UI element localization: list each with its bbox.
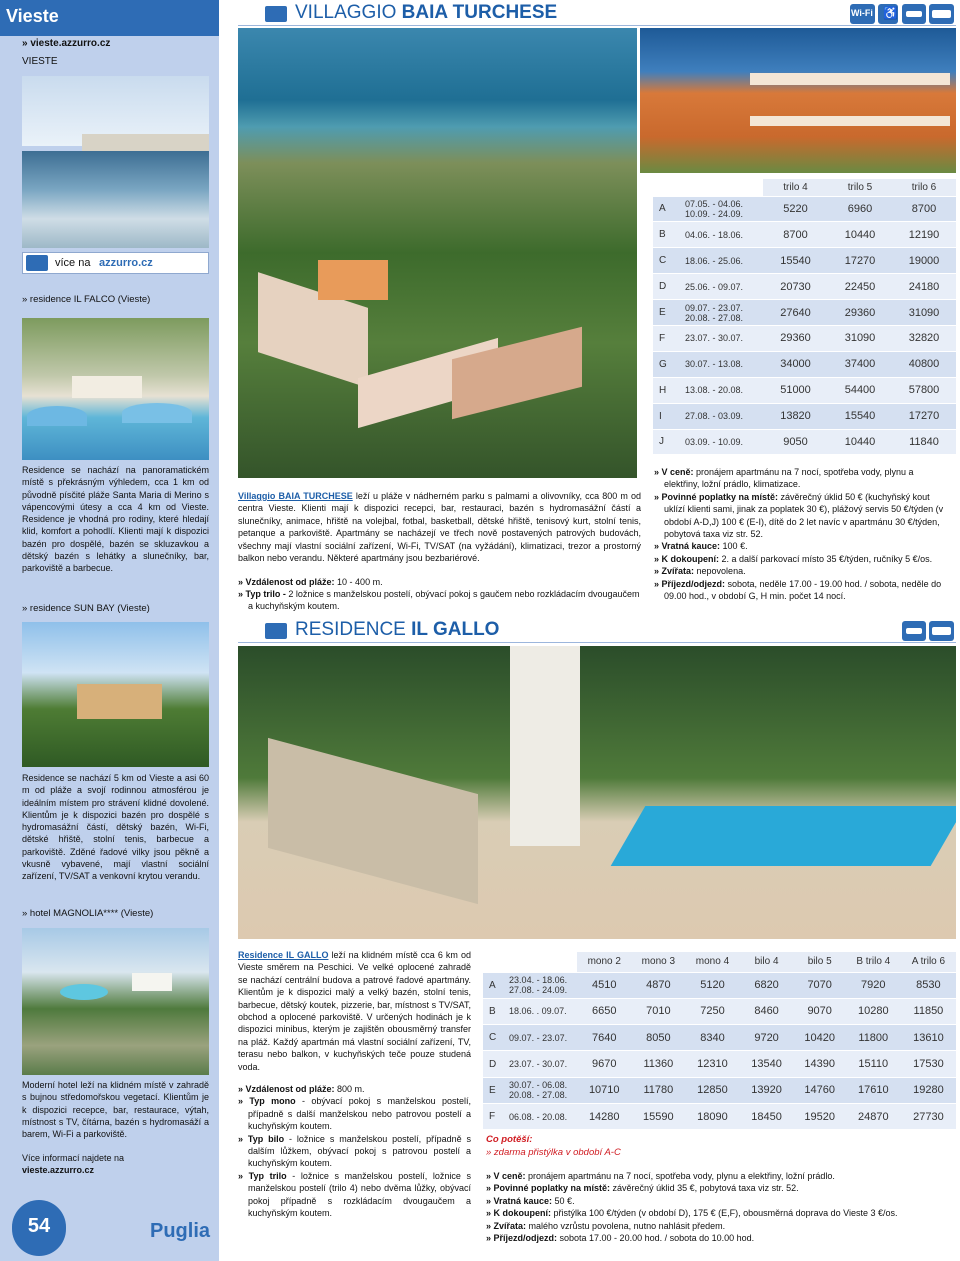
note-text: 2. a další parkovací místo 35 €/týden, ručníky 5 €/os. bbox=[721, 553, 933, 564]
table-cell: 7920 bbox=[846, 972, 901, 998]
baia-price-table bbox=[653, 179, 956, 455]
baia-header bbox=[238, 2, 956, 26]
table-cell: 22450 bbox=[828, 274, 892, 300]
table-header bbox=[653, 179, 685, 196]
table-cell: F bbox=[483, 1103, 509, 1129]
baia-title: VILLAGGIO BAIA TURCHESE bbox=[295, 2, 558, 23]
table-cell: 8700 bbox=[892, 196, 956, 222]
table-cell: 54400 bbox=[828, 377, 892, 403]
table-cell: 27730 bbox=[901, 1103, 956, 1129]
table-header: mono 2 bbox=[577, 952, 631, 972]
baia-aerial-photo bbox=[238, 28, 637, 478]
table-cell: 19280 bbox=[901, 1077, 956, 1103]
table-cell: 4510 bbox=[577, 972, 631, 998]
note-label: » K dokoupení: bbox=[486, 1208, 554, 1219]
table-cell: H bbox=[653, 377, 685, 403]
table-row bbox=[653, 377, 956, 403]
gallo-bonus-title: Co potěší: bbox=[486, 1134, 533, 1145]
more-banner[interactable] bbox=[22, 252, 209, 274]
baia-building-photo bbox=[640, 28, 956, 173]
table-cell: 14280 bbox=[577, 1103, 631, 1129]
table-cell: 19520 bbox=[794, 1103, 846, 1129]
table-cell: 23.04. - 18.06. 27.08. - 24.09. bbox=[509, 972, 577, 998]
note-label: » Typ trilo bbox=[238, 1170, 293, 1181]
table-cell: 18450 bbox=[740, 1103, 794, 1129]
table-row bbox=[483, 1077, 956, 1103]
table-row bbox=[653, 351, 956, 377]
vieste-photo bbox=[22, 76, 209, 248]
table-cell: 6650 bbox=[577, 998, 631, 1024]
sunbay-text: Residence se nachází 5 km od Vieste a asi 60 m od pláže a svojí rodinnou atmosférou je ideálním místem pro strávení klidné dovolené. Klientům je k dispozici bazén pro dospělé s hydromasážní částí, dětský bazén, Wi-Fi, dětské hřiště, stolní tenis, barbecue a parkoviště. Zděné řadové vilky jsou pěkně a vkusně vybavené, mají vlastní sociální zařízení, TV/SAT a venkovní krytou verandu. bbox=[22, 773, 209, 882]
table-cell: 09.07. - 23.07. bbox=[509, 1025, 577, 1051]
note-label: » Příjezd/odjezd: bbox=[486, 1233, 560, 1244]
falco-text: Residence se nachází na panoramatickém místě s překrásným výhledem, cca 1 km od původně písčité pláže Santa Maria di Merino s vápencovými útesy a cca 4 km od Vieste. Residence je vhodná pro rodiny, které hledají klid, komfort a pohodlí. Klienti mají k dispozici bazén pro dospělé, bazén se skluzavkou a dětský bazén s lehátky a slunečníky, bar, parkoviště a barbecue. bbox=[22, 465, 209, 574]
table-cell: 37400 bbox=[828, 351, 892, 377]
table-cell: 13610 bbox=[901, 1025, 956, 1051]
table-cell: 11800 bbox=[846, 1025, 901, 1051]
table-cell: 10710 bbox=[577, 1077, 631, 1103]
table-cell: 17530 bbox=[901, 1051, 956, 1077]
table-cell: 15540 bbox=[763, 248, 828, 274]
magnolia-text: Moderní hotel leží na klidném místě v zahradě s bujnou středomořskou vegetací. Klientům je k dispozici recepce, bar, restaurace, výtah, místnost s TV, čítárna, bazén s hydromasáží a barem, Wi-Fi a parkoviště. bbox=[22, 1080, 209, 1140]
table-cell: 07.05. - 04.06. 10.09. - 24.09. bbox=[685, 196, 763, 222]
table-cell: 06.08. - 20.08. bbox=[509, 1103, 577, 1129]
table-cell: 14760 bbox=[794, 1077, 846, 1103]
note-item bbox=[654, 466, 950, 491]
sidebar-link[interactable]: » vieste.azzurro.cz bbox=[22, 38, 111, 49]
table-cell: 9720 bbox=[740, 1025, 794, 1051]
bus-icon bbox=[929, 4, 954, 24]
note-item bbox=[654, 553, 950, 565]
table-header: mono 4 bbox=[685, 952, 739, 972]
table-cell: 03.09. - 10.09. bbox=[685, 429, 763, 455]
sunbay-photo bbox=[22, 622, 209, 767]
note-label: » V ceně: bbox=[486, 1171, 529, 1181]
table-cell: 10420 bbox=[794, 1025, 846, 1051]
table-row bbox=[653, 325, 956, 351]
table-cell: 9070 bbox=[794, 998, 846, 1024]
more-brand: azzurro.cz bbox=[99, 257, 153, 269]
gallo-items bbox=[238, 1083, 471, 1219]
table-cell: 29360 bbox=[828, 300, 892, 326]
note-label: » Zvířata: bbox=[486, 1220, 529, 1231]
note-item bbox=[486, 1182, 956, 1194]
table-cell: 7070 bbox=[794, 972, 846, 998]
table-cell: 5220 bbox=[763, 196, 828, 222]
table-cell: 7250 bbox=[685, 998, 739, 1024]
table-cell: 8700 bbox=[763, 222, 828, 248]
table-cell: 11840 bbox=[892, 429, 956, 455]
sidebar-title: Vieste bbox=[6, 6, 59, 26]
note-label: » Zvířata: bbox=[654, 566, 697, 577]
table-cell: 57800 bbox=[892, 377, 956, 403]
table-cell: 10440 bbox=[828, 222, 892, 248]
gallo-header bbox=[238, 619, 956, 643]
region-label: Puglia bbox=[150, 1220, 211, 1242]
table-cell: 6960 bbox=[828, 196, 892, 222]
table-header bbox=[509, 952, 577, 972]
table-cell: 12190 bbox=[892, 222, 956, 248]
note-item bbox=[238, 1095, 471, 1132]
table-cell: 30.07. - 06.08. 20.08. - 27.08. bbox=[509, 1077, 577, 1103]
table-cell: 15590 bbox=[631, 1103, 685, 1129]
table-cell: 15110 bbox=[846, 1051, 901, 1077]
baia-description: Villaggio BAIA TURCHESE leží u pláže v nádherném parku s palmami a olivovníky, cca 800 m od centra Vieste. Klienti mají k dispozici recepci, bar, restauraci, bazén s hydromasážní částí a slunečníky, animace, hřiště na volejbal, fotbal, basketball, dětské hřiště, tenisový kurt, stolní tenis, petanque a parkoviště. Apartmány se nacházejí ve třech nově postavených patrových budovách, všechny mají vlastní sociální zařízení, Wi-Fi, TV/SAT (na vyžádání), klimatizaci, trezor a prostorný balkon nebo verandu. Některé apartmány jsou bezbariérové. bbox=[238, 491, 641, 564]
wifi-icon: Wi-Fi bbox=[850, 4, 875, 24]
table-cell: 5120 bbox=[685, 972, 739, 998]
table-cell: B bbox=[653, 222, 685, 248]
table-cell: J bbox=[653, 429, 685, 455]
table-cell: B bbox=[483, 998, 509, 1024]
more-info: Více informací najdete na bbox=[22, 1153, 125, 1163]
table-cell: D bbox=[653, 274, 685, 300]
table-header: bilo 5 bbox=[794, 952, 846, 972]
table-row bbox=[653, 222, 956, 248]
note-text: - ložnice s manželskou postelí, případně s dalším lůžkem, obývací pokoj s patrovou postelí a kuchyňským koutem. bbox=[248, 1133, 471, 1169]
table-cell: 13920 bbox=[740, 1077, 794, 1103]
note-item bbox=[654, 540, 950, 552]
gallo-title: RESIDENCE IL GALLO bbox=[295, 619, 500, 640]
table-cell: 13.08. - 20.08. bbox=[685, 377, 763, 403]
table-cell: 17610 bbox=[846, 1077, 901, 1103]
table-cell: 18090 bbox=[685, 1103, 739, 1129]
note-text: pronájem apartmánu na 7 nocí, spotřeba vody, plynu a elektřiny, ložní prádlo, klimatizace. bbox=[664, 467, 914, 490]
table-row bbox=[653, 429, 956, 455]
table-cell: 15540 bbox=[828, 403, 892, 429]
table-cell: 8530 bbox=[901, 972, 956, 998]
table-header: B trilo 4 bbox=[846, 952, 901, 972]
table-cell: 23.07. - 30.07. bbox=[509, 1051, 577, 1077]
table-cell: 11360 bbox=[631, 1051, 685, 1077]
note-item bbox=[654, 565, 950, 577]
table-cell: 9670 bbox=[577, 1051, 631, 1077]
table-row bbox=[483, 998, 956, 1024]
note-item bbox=[238, 1083, 471, 1095]
table-header: trilo 4 bbox=[763, 179, 828, 196]
table-cell: 10280 bbox=[846, 998, 901, 1024]
table-header: bilo 4 bbox=[740, 952, 794, 972]
table-cell: 31090 bbox=[828, 325, 892, 351]
gallo-desc-name: Residence IL GALLO bbox=[238, 950, 329, 960]
table-cell: 4870 bbox=[631, 972, 685, 998]
gallo-pool-photo bbox=[238, 646, 956, 939]
table-cell: I bbox=[653, 403, 685, 429]
note-item bbox=[238, 1170, 471, 1220]
note-text: - obývací pokoj s manželskou postelí, případně s další manželskou nebo patrovou postelí a kuchyňským koutem. bbox=[248, 1096, 471, 1132]
table-cell: 18.06. - 25.06. bbox=[685, 248, 763, 274]
note-label: » Povinné poplatky na místě: bbox=[654, 491, 781, 502]
table-cell: 12310 bbox=[685, 1051, 739, 1077]
table-cell: 29360 bbox=[763, 325, 828, 351]
table-cell: E bbox=[653, 300, 685, 326]
table-cell: 12850 bbox=[685, 1077, 739, 1103]
more-info-link[interactable]: vieste.azzurro.cz bbox=[22, 1165, 95, 1175]
table-cell: A bbox=[483, 972, 509, 998]
note-text: 100 €. bbox=[722, 541, 748, 552]
table-cell: 17270 bbox=[828, 248, 892, 274]
table-header: trilo 5 bbox=[828, 179, 892, 196]
bus-icon bbox=[929, 621, 954, 641]
more-prefix: více na bbox=[55, 257, 91, 269]
note-label: » Povinné poplatky na místě: bbox=[486, 1183, 613, 1194]
note-item bbox=[486, 1170, 956, 1182]
note-text: sobota, neděle 17.00 - 19.00 hod. / sobota, neděle do 09.00 hod., v období G, H min. počet 14 nocí. bbox=[664, 578, 942, 602]
table-cell: 8460 bbox=[740, 998, 794, 1024]
table-row bbox=[483, 1051, 956, 1077]
sunbay-heading: » residence SUN BAY (Vieste) bbox=[22, 603, 150, 614]
wheelchair-icon: ♿ bbox=[878, 4, 898, 24]
table-row bbox=[653, 403, 956, 429]
note-label: » Vratná kauce: bbox=[486, 1195, 555, 1206]
note-label: » Typ mono bbox=[238, 1096, 302, 1107]
page-number: 54 bbox=[27, 1215, 51, 1237]
table-cell: C bbox=[653, 248, 685, 274]
table-cell: 27640 bbox=[763, 300, 828, 326]
table-cell: D bbox=[483, 1051, 509, 1077]
note-item bbox=[654, 491, 950, 541]
table-cell: 30.07. - 13.08. bbox=[685, 351, 763, 377]
table-cell: 13540 bbox=[740, 1051, 794, 1077]
table-header: trilo 6 bbox=[892, 179, 956, 196]
note-text: pronájem apartmánu na 7 nocí, spotřeba vody, plynu a elektřiny, ložní prádlo. bbox=[528, 1171, 835, 1181]
table-row bbox=[653, 300, 956, 326]
table-cell: 13820 bbox=[763, 403, 828, 429]
table-cell: 9050 bbox=[763, 429, 828, 455]
note-text: nepovolena. bbox=[696, 566, 746, 577]
table-cell: F bbox=[653, 325, 685, 351]
table-row bbox=[483, 1025, 956, 1051]
table-cell: 8050 bbox=[631, 1025, 685, 1051]
table-header-row bbox=[483, 952, 956, 972]
table-row bbox=[653, 196, 956, 222]
table-header bbox=[483, 952, 509, 972]
table-cell: 10440 bbox=[828, 429, 892, 455]
note-label: » Vratná kauce: bbox=[654, 541, 723, 552]
note-item bbox=[486, 1207, 956, 1219]
table-header-row bbox=[653, 179, 956, 196]
table-cell: 7640 bbox=[577, 1025, 631, 1051]
note-text: přistýlka 100 €/týden (v období D), 175 € (E,F), obousměrná doprava do Vieste 3 €/os. bbox=[553, 1208, 898, 1219]
table-cell: 14390 bbox=[794, 1051, 846, 1077]
note-text: - ložnice s manželskou postelí, ložnice s manželskou postelí (trilo 4) nebo dvěma lůžky, obývací pokoj případně s rozkládacím dvougaučem a kuchyňským koutem. bbox=[248, 1170, 471, 1219]
note-item bbox=[486, 1232, 956, 1244]
table-cell: 34000 bbox=[763, 351, 828, 377]
table-cell: 6820 bbox=[740, 972, 794, 998]
note-text: 50 €. bbox=[554, 1195, 575, 1206]
table-cell: 24180 bbox=[892, 274, 956, 300]
table-cell: 31090 bbox=[892, 300, 956, 326]
baia-type: » Typ trilo - 2 ložnice s manželskou postelí, obývací pokoj s gaučem nebo rozkládacím dvougaučem a kuchyňským koutem. bbox=[238, 589, 640, 612]
table-cell: 32820 bbox=[892, 325, 956, 351]
table-cell: 17270 bbox=[892, 403, 956, 429]
note-text: závěrečný úklid 50 € (kuchyňský kout uklízí klienti sami, jinak za poplatek 30 €), plážový servis 50 €/týden (v období A-D,J) 100 € (E-I), dítě do 2 let navíc v apartmánu 30 €/týden, pobytová taxa viz str. 52. bbox=[664, 491, 944, 540]
table-row bbox=[653, 248, 956, 274]
magnolia-photo bbox=[22, 928, 209, 1075]
table-cell: 09.07. - 23.07. 20.08. - 27.08. bbox=[685, 300, 763, 326]
baia-desc-name: Villaggio BAIA TURCHESE bbox=[238, 491, 353, 501]
sea-logo-icon bbox=[265, 6, 287, 22]
car-icon bbox=[902, 4, 926, 24]
table-cell: 51000 bbox=[763, 377, 828, 403]
table-cell: A bbox=[653, 196, 685, 222]
magnolia-heading: » hotel MAGNOLIA**** (Vieste) bbox=[22, 908, 154, 919]
table-cell: 19000 bbox=[892, 248, 956, 274]
note-text: 800 m. bbox=[337, 1084, 365, 1094]
table-row bbox=[483, 972, 956, 998]
table-cell: 11780 bbox=[631, 1077, 685, 1103]
table-cell: 8340 bbox=[685, 1025, 739, 1051]
azzurro-logo-icon bbox=[26, 255, 48, 271]
table-cell: 11850 bbox=[901, 998, 956, 1024]
table-cell: 04.06. - 18.06. bbox=[685, 222, 763, 248]
baia-notes bbox=[654, 466, 950, 602]
note-label: » Vzdálenost od pláže: bbox=[238, 1084, 338, 1094]
gallo-description: Residence IL GALLO leží na klidném místě cca 6 km od Vieste směrem na Peschici. Ve velké oplocené zahradě se nachází centrální budova a patrové řadové apartmány. Klientům je k dispozici malý a velký bazén, stolní tenis, barbecue, dětský koutek, pizzerie, bar, místnost s TV/SAT, obchod a oplocené parkoviště. V určených hodinách je k dispozici minibus, kterým je zajištěn obousměrný transfer na pláž. Každý apartmán má vlastní sociální zařízení, TV, terasu nebo balkon, v kuchyňských teče pouze studená voda. bbox=[238, 950, 471, 1072]
note-item bbox=[486, 1195, 956, 1207]
note-label: » K dokoupení: bbox=[654, 553, 722, 564]
gallo-bonus-text: » zdarma přistýlka v období A-C bbox=[486, 1147, 621, 1158]
table-cell: 20730 bbox=[763, 274, 828, 300]
table-cell: G bbox=[653, 351, 685, 377]
falco-photo bbox=[22, 318, 209, 460]
car-icon bbox=[902, 621, 926, 641]
table-row bbox=[483, 1103, 956, 1129]
table-cell: E bbox=[483, 1077, 509, 1103]
note-text: malého vzrůstu povolena, nutno nahlásit předem. bbox=[528, 1220, 726, 1231]
table-row bbox=[653, 274, 956, 300]
table-header: mono 3 bbox=[631, 952, 685, 972]
table-cell: 25.06. - 09.07. bbox=[685, 274, 763, 300]
falco-heading: » residence IL FALCO (Vieste) bbox=[22, 294, 151, 305]
table-cell: 7010 bbox=[631, 998, 685, 1024]
sidebar-subtitle: VIESTE bbox=[22, 56, 58, 67]
note-item bbox=[238, 1133, 471, 1170]
note-label: » V ceně: bbox=[654, 467, 697, 477]
table-header bbox=[685, 179, 763, 196]
sea-logo-icon bbox=[265, 623, 287, 639]
note-item bbox=[486, 1220, 956, 1232]
note-label: » Typ bilo bbox=[238, 1133, 290, 1144]
gallo-price-table bbox=[483, 952, 956, 1130]
table-cell: 40800 bbox=[892, 351, 956, 377]
baia-distance: » Vzdálenost od pláže: 10 - 400 m. bbox=[238, 577, 383, 587]
table-cell: C bbox=[483, 1025, 509, 1051]
table-cell: 27.08. - 03.09. bbox=[685, 403, 763, 429]
gallo-notes bbox=[486, 1170, 956, 1244]
note-label: » Příjezd/odjezd: bbox=[654, 578, 728, 589]
note-text: závěrečný úklid 35 €, pobytová taxa viz str. 52. bbox=[612, 1183, 799, 1194]
table-header: A trilo 6 bbox=[901, 952, 956, 972]
note-item bbox=[654, 578, 950, 603]
table-cell: 24870 bbox=[846, 1103, 901, 1129]
table-cell: 23.07. - 30.07. bbox=[685, 325, 763, 351]
note-text: sobota 17.00 - 20.00 hod. / sobota do 10.00 hod. bbox=[559, 1233, 755, 1244]
table-cell: 18.06. . 09.07. bbox=[509, 998, 577, 1024]
